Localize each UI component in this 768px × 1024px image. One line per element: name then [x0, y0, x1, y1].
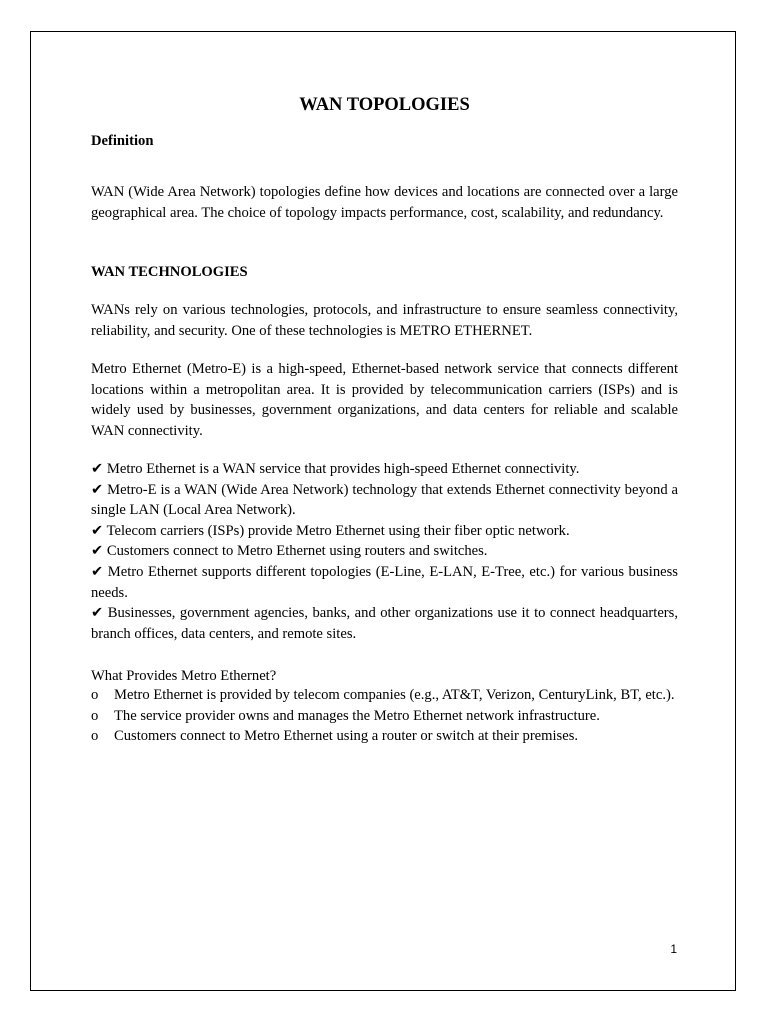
- document-title: WAN TOPOLOGIES: [299, 95, 470, 115]
- technologies-paragraph: WANs rely on various technologies, protocols, and infrastructure to ensure seamless connectivity, reliability, and security. One of these technologies is METRO ETHERNET.: [91, 302, 678, 339]
- document-page: [30, 31, 736, 991]
- bullet-item: [91, 726, 678, 747]
- checkmark-item: ✔ Customers connect to Metro Ethernet using routers and switches.: [91, 543, 488, 560]
- provider-bullet-list: [91, 685, 678, 747]
- provides-question: What Provides Metro Ethernet?: [91, 668, 277, 684]
- checkmark-item: ✔ Metro-E is a WAN (Wide Area Network) technology that extends Ethernet connectivity beyond a single LAN (Local Area Network).: [91, 481, 678, 519]
- checkmark-item: ✔ Telecom carriers (ISPs) provide Metro Ethernet using their fiber optic network.: [91, 522, 570, 539]
- bullet-text: The service provider owns and manages the Metro Ethernet network infrastructure.: [114, 707, 600, 724]
- bullet-marker: o: [91, 728, 99, 745]
- definition-heading: Definition: [91, 133, 154, 149]
- bullet-text: Customers connect to Metro Ethernet using a router or switch at their premises.: [114, 728, 579, 745]
- definition-paragraph: WAN (Wide Area Network) topologies define how devices and locations are connected over a large geographical area. The choice of topology impacts performance, cost, scalability, and redundancy.: [91, 184, 678, 221]
- bullet-marker: o: [91, 687, 99, 703]
- bullet-text: Metro Ethernet is provided by telecom companies (e.g., AT&T, Verizon, CenturyLink, BT, etc.).: [114, 687, 675, 703]
- wan-technologies-heading: WAN TECHNOLOGIES: [91, 264, 248, 280]
- checkmark-item: ✔ Businesses, government agencies, banks, and other organizations use it to connect headquarters, branch offices, data centers, and remote sites.: [91, 605, 678, 642]
- checkmark-list: [91, 459, 678, 644]
- metro-ethernet-paragraph: Metro Ethernet (Metro-E) is a high-speed, Ethernet-based network service that connects different locations within a metropolitan area. It is provided by telecommunication carriers (ISPs) and is widely used by businesses, government organizations, and data centers for reliable and scalable WAN connectivity.: [91, 361, 678, 439]
- bullet-item: [91, 706, 678, 727]
- checkmark-item: ✔ Metro Ethernet is a WAN service that provides high-speed Ethernet connectivity.: [91, 461, 580, 477]
- bullet-marker: o: [91, 707, 99, 724]
- bullet-item: [91, 685, 678, 706]
- page-number: 1: [670, 942, 677, 956]
- checkmark-item: ✔ Metro Ethernet supports different topologies (E-Line, E-LAN, E-Tree, etc.) for various business needs.: [91, 563, 678, 601]
